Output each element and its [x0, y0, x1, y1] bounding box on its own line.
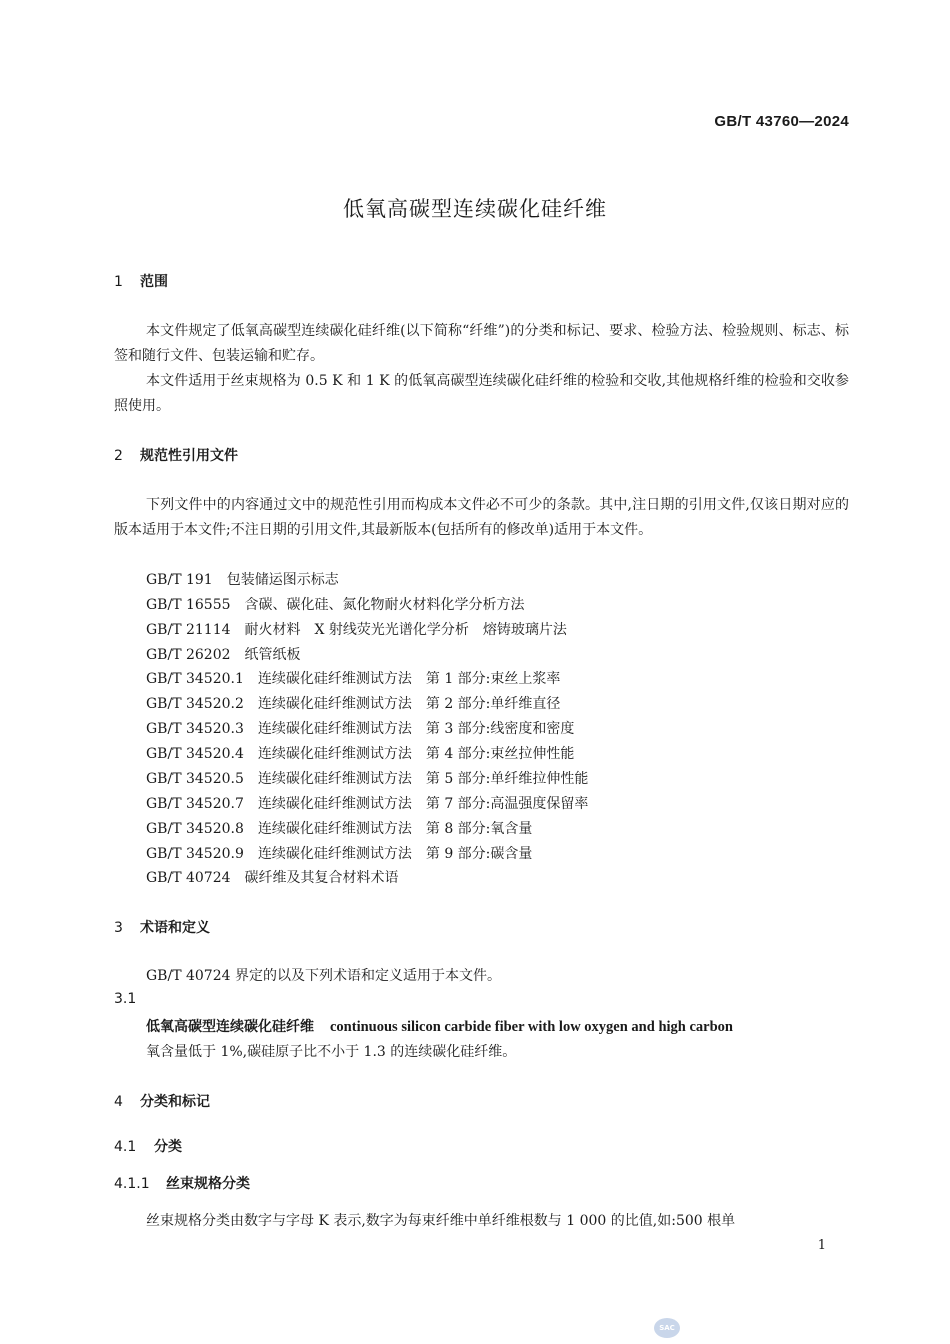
section-1-paragraph-1: 本文件规定了低氧高碳型连续碳化硅纤维(以下简称“纤维”)的分类和标记、要求、检验方法、检验规则、标志、标签和随行文件、包装运输和贮存。: [114, 323, 849, 364]
reference-title: 连续碳化硅纤维测试方法 第 4 部分:束丝拉伸性能: [257, 746, 575, 762]
reference-item: [146, 693, 560, 713]
section-title: 丝束规格分类: [166, 1176, 250, 1192]
section-number: 2: [114, 448, 123, 464]
reference-item: [146, 619, 567, 639]
term-number: 3.1: [114, 991, 137, 1007]
section-number: 4: [114, 1094, 123, 1110]
document-title: 低氧高碳型连续碳化硅纤维: [343, 197, 607, 221]
sac-watermark-logo: SAC: [654, 1318, 680, 1338]
reference-item: [146, 668, 560, 688]
reference-code: GB/T 21114: [146, 622, 231, 638]
section-title: 规范性引用文件: [140, 448, 238, 464]
reference-code: GB/T 34520.1: [146, 671, 244, 687]
section-title: 术语和定义: [140, 920, 210, 936]
reference-item: [146, 644, 301, 664]
reference-title: 纸管纸板: [244, 647, 301, 663]
reference-code: GB/T 34520.5: [146, 771, 244, 787]
section-1-heading: [114, 271, 168, 291]
reference-title: 连续碳化硅纤维测试方法 第 9 部分:碳含量: [257, 846, 533, 862]
reference-title: 连续碳化硅纤维测试方法 第 8 部分:氧含量: [257, 821, 533, 837]
reference-title: 耐火材料 X 射线荧光光谱化学分析 熔铸玻璃片法: [244, 622, 567, 638]
section-3-heading: [114, 917, 210, 937]
reference-code: GB/T 16555: [146, 597, 231, 613]
term-chinese: 低氧高碳型连续碳化硅纤维: [146, 1019, 314, 1035]
reference-title: 碳纤维及其复合材料术语: [244, 870, 399, 886]
reference-code: GB/T 34520.9: [146, 846, 244, 862]
section-number: 3: [114, 920, 123, 936]
reference-code: GB/T 34520.2: [146, 696, 244, 712]
section-number: 1: [114, 274, 123, 290]
section-2-paragraph-1: 下列文件中的内容通过文中的规范性引用而构成本文件必不可少的条款。其中,注日期的引用文件,仅该日期对应的版本适用于本文件;不注日期的引用文件,其最新版本(包括所有的修改单)适用于本文件。: [114, 497, 849, 538]
reference-code: GB/T 40724: [146, 870, 231, 886]
section-title: 分类和标记: [140, 1094, 210, 1110]
reference-title: 连续碳化硅纤维测试方法 第 5 部分:单纤维拉伸性能: [257, 771, 589, 787]
section-number: 4.1.1: [114, 1176, 150, 1192]
section-4-heading: [114, 1091, 210, 1111]
standard-number: GB/T 43760—2024: [714, 113, 849, 130]
reference-item: [146, 768, 588, 788]
reference-code: GB/T 34520.8: [146, 821, 244, 837]
reference-title: 连续碳化硅纤维测试方法 第 3 部分:线密度和密度: [257, 721, 575, 737]
reference-title: 含碳、碳化硅、氮化物耐火材料化学分析方法: [244, 597, 525, 613]
section-4-1-1-heading: [114, 1173, 250, 1193]
page-number: 1: [817, 1238, 826, 1253]
reference-item: [146, 818, 532, 838]
section-4-1-heading: [114, 1136, 182, 1156]
reference-item: [146, 718, 574, 738]
reference-code: GB/T 34520.7: [146, 796, 244, 812]
section-1-paragraph-2: 本文件适用于丝束规格为 0.5 K 和 1 K 的低氧高碳型连续碳化硅纤维的检验和交收,其他规格纤维的检验和交收参照使用。: [114, 373, 849, 414]
section-number: 4.1: [114, 1139, 137, 1155]
reference-item: [146, 569, 339, 589]
reference-title: 包装储运图示标志: [226, 572, 339, 588]
section-2-heading: [114, 445, 238, 465]
reference-code: GB/T 26202: [146, 647, 231, 663]
reference-code: GB/T 191: [146, 572, 213, 588]
section-4-1-1-paragraph: 丝束规格分类由数字与字母 K 表示,数字为每束纤维中单纤维根数与 1 000 的比值,如:500 根单: [146, 1213, 736, 1229]
reference-item: [146, 867, 399, 887]
term-definition: 氧含量低于 1%,碳硅原子比不小于 1.3 的连续碳化硅纤维。: [146, 1044, 517, 1060]
reference-item: [146, 793, 588, 813]
reference-item: [146, 843, 532, 863]
section-3-paragraph-1: GB/T 40724 界定的以及下列术语和定义适用于本文件。: [146, 968, 501, 984]
reference-code: GB/T 34520.4: [146, 746, 244, 762]
reference-item: [146, 743, 574, 763]
reference-title: 连续碳化硅纤维测试方法 第 2 部分:单纤维直径: [257, 696, 561, 712]
reference-title: 连续碳化硅纤维测试方法 第 1 部分:束丝上浆率: [257, 671, 561, 687]
reference-code: GB/T 34520.3: [146, 721, 244, 737]
reference-title: 连续碳化硅纤维测试方法 第 7 部分:高温强度保留率: [257, 796, 589, 812]
term-entry: [146, 1016, 733, 1036]
term-english: continuous silicon carbide fiber with low oxygen and high carbon: [330, 1019, 733, 1035]
section-title: 范围: [140, 274, 168, 290]
section-title: 分类: [154, 1139, 182, 1155]
reference-item: [146, 594, 525, 614]
